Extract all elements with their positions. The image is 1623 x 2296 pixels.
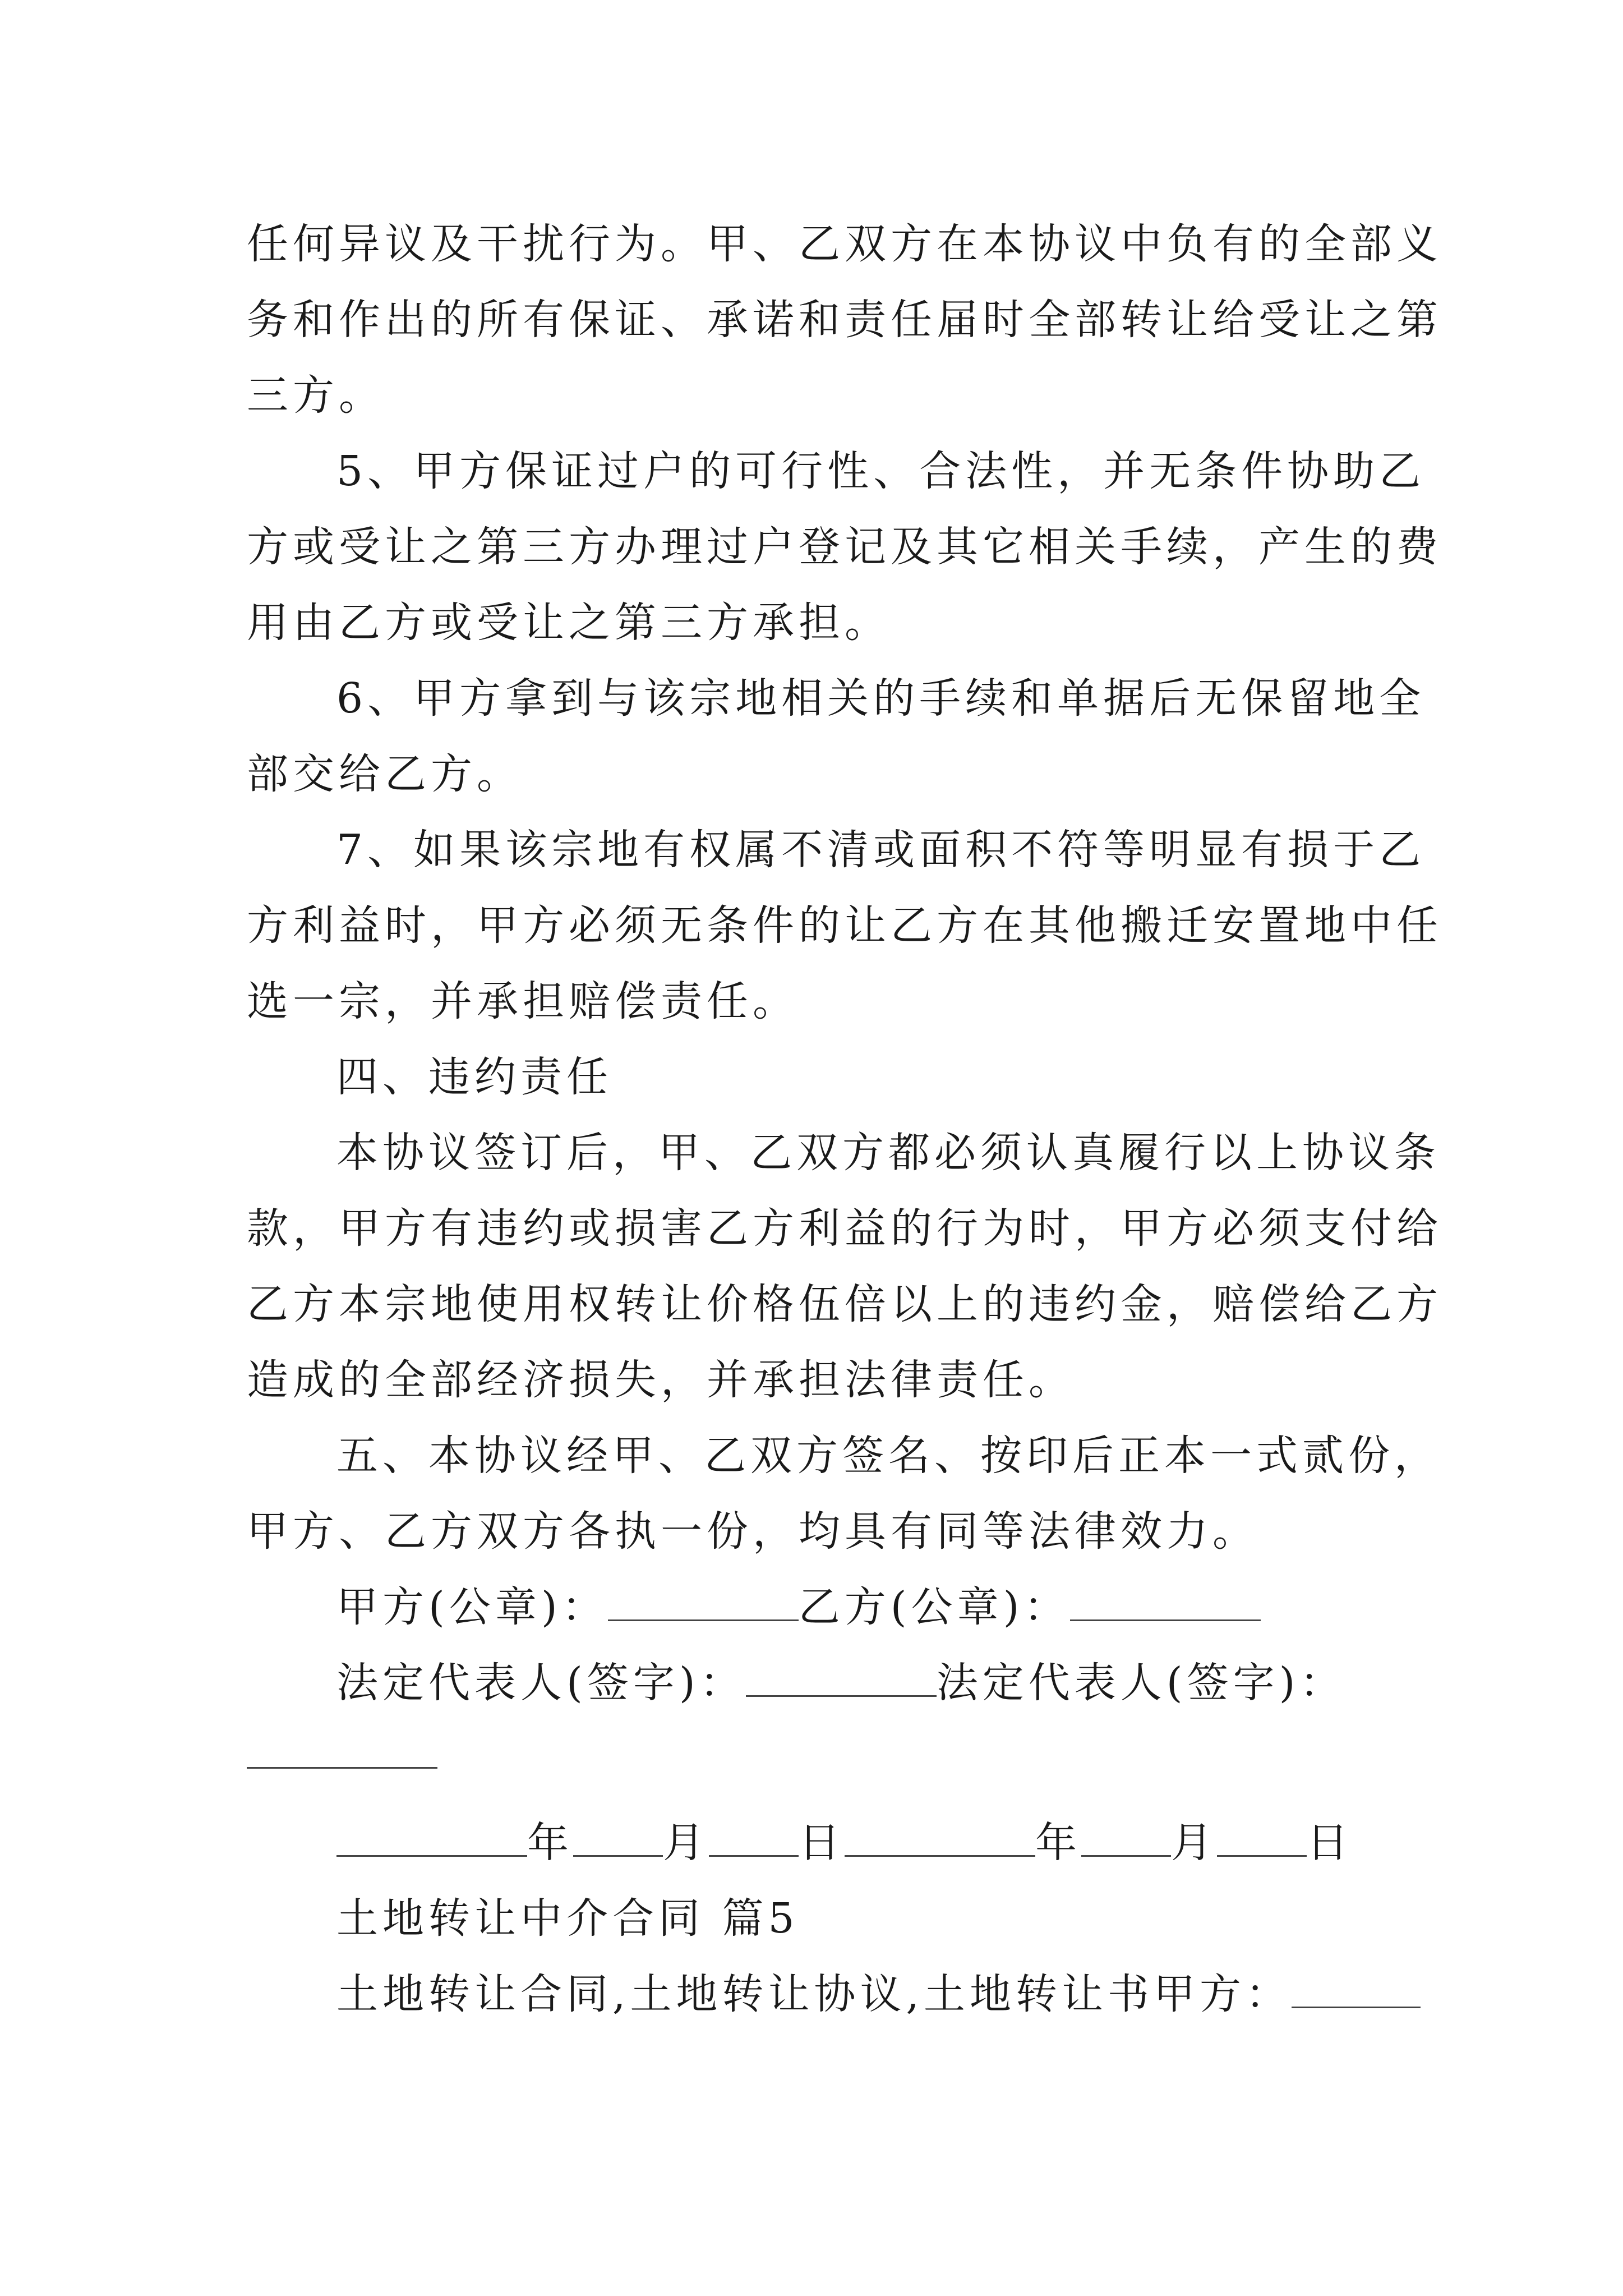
paragraph-line: 乙方本宗地使用权转让价格伍倍以上的违约金，赔偿给乙方 [247, 1280, 1442, 1328]
legal-rep-b-blank[interactable] [247, 1767, 437, 1769]
paragraph-line: 三方。 [247, 371, 385, 420]
party-a-seal-blank[interactable] [608, 1585, 799, 1621]
party-b-seal-label: 乙方(公章)： [798, 1583, 1070, 1631]
paragraph-line: 务和作出的所有保证、承诺和责任届时全部转让给受让之第 [247, 296, 1442, 344]
day-b-blank[interactable] [1217, 1820, 1307, 1857]
next-section-first-line: 土地转让合同,土地转让协议,土地转让书甲方： [336, 1970, 1292, 2018]
month-a-label: 月 [663, 1819, 709, 1867]
legal-rep-b-label: 法定代表人(签字)： [936, 1659, 1346, 1707]
paragraph-line: 6、甲方拿到与该宗地相关的手续和单据后无保留地全 [336, 674, 1426, 723]
date-row [336, 1815, 1353, 1871]
section-heading: 四、违约责任 [336, 1053, 612, 1101]
party-a-seal-label: 甲方(公章)： [336, 1583, 608, 1631]
day-a-label: 日 [799, 1819, 845, 1867]
paragraph-line: 用由乙方或受让之第三方承担。 [247, 599, 891, 647]
signature-rep-row [336, 1655, 1346, 1711]
month-a-blank[interactable] [573, 1820, 663, 1857]
party-a-name-blank[interactable] [1292, 1972, 1421, 2008]
paragraph-line: 部交给乙方。 [247, 750, 523, 798]
month-b-blank[interactable] [1081, 1820, 1171, 1857]
month-b-label: 月 [1171, 1819, 1217, 1867]
paragraph-line: 甲方、乙方双方各执一份，均具有同等法律效力。 [247, 1507, 1258, 1556]
paragraph-line: 造成的全部经济损失，并承担法律责任。 [247, 1356, 1075, 1404]
paragraph-line: 五、本协议经甲、乙双方签名、按印后正本一式贰份， [336, 1432, 1440, 1480]
paragraph-line: 本协议签订后，甲、乙双方都必须认真履行以上协议条 [336, 1129, 1440, 1177]
paragraph-line: 5、甲方保证过户的可行性、合法性，并无条件协助乙 [336, 447, 1426, 495]
section-title: 土地转让中介合同 篇5 [336, 1894, 799, 1943]
paragraph-line: 选一宗，并承担赔偿责任。 [247, 977, 799, 1025]
day-b-label: 日 [1307, 1819, 1353, 1867]
legal-rep-a-blank[interactable] [746, 1660, 937, 1697]
legal-rep-a-label: 法定代表人(签字)： [336, 1659, 746, 1707]
paragraph-line: 方利益时，甲方必须无条件的让乙方在其他搬迁安置地中任 [247, 901, 1442, 950]
year-a-label: 年 [527, 1819, 573, 1867]
paragraph-line: 7、如果该宗地有权属不清或面积不符等明显有损于乙 [336, 826, 1426, 874]
day-a-blank[interactable] [709, 1820, 799, 1857]
signature-seal-row [336, 1579, 1261, 1635]
year-b-blank[interactable] [845, 1820, 1035, 1857]
year-a-blank[interactable] [336, 1820, 527, 1857]
year-b-label: 年 [1035, 1819, 1081, 1867]
paragraph-line [336, 1966, 1421, 2022]
paragraph-line: 方或受让之第三方办理过户登记及其它相关手续，产生的费 [247, 523, 1442, 571]
paragraph-line: 任何异议及干扰行为。甲、乙双方在本协议中负有的全部义 [247, 220, 1442, 268]
paragraph-line: 款，甲方有违约或损害乙方利益的行为时，甲方必须支付给 [247, 1204, 1442, 1253]
party-b-seal-blank[interactable] [1070, 1585, 1261, 1621]
